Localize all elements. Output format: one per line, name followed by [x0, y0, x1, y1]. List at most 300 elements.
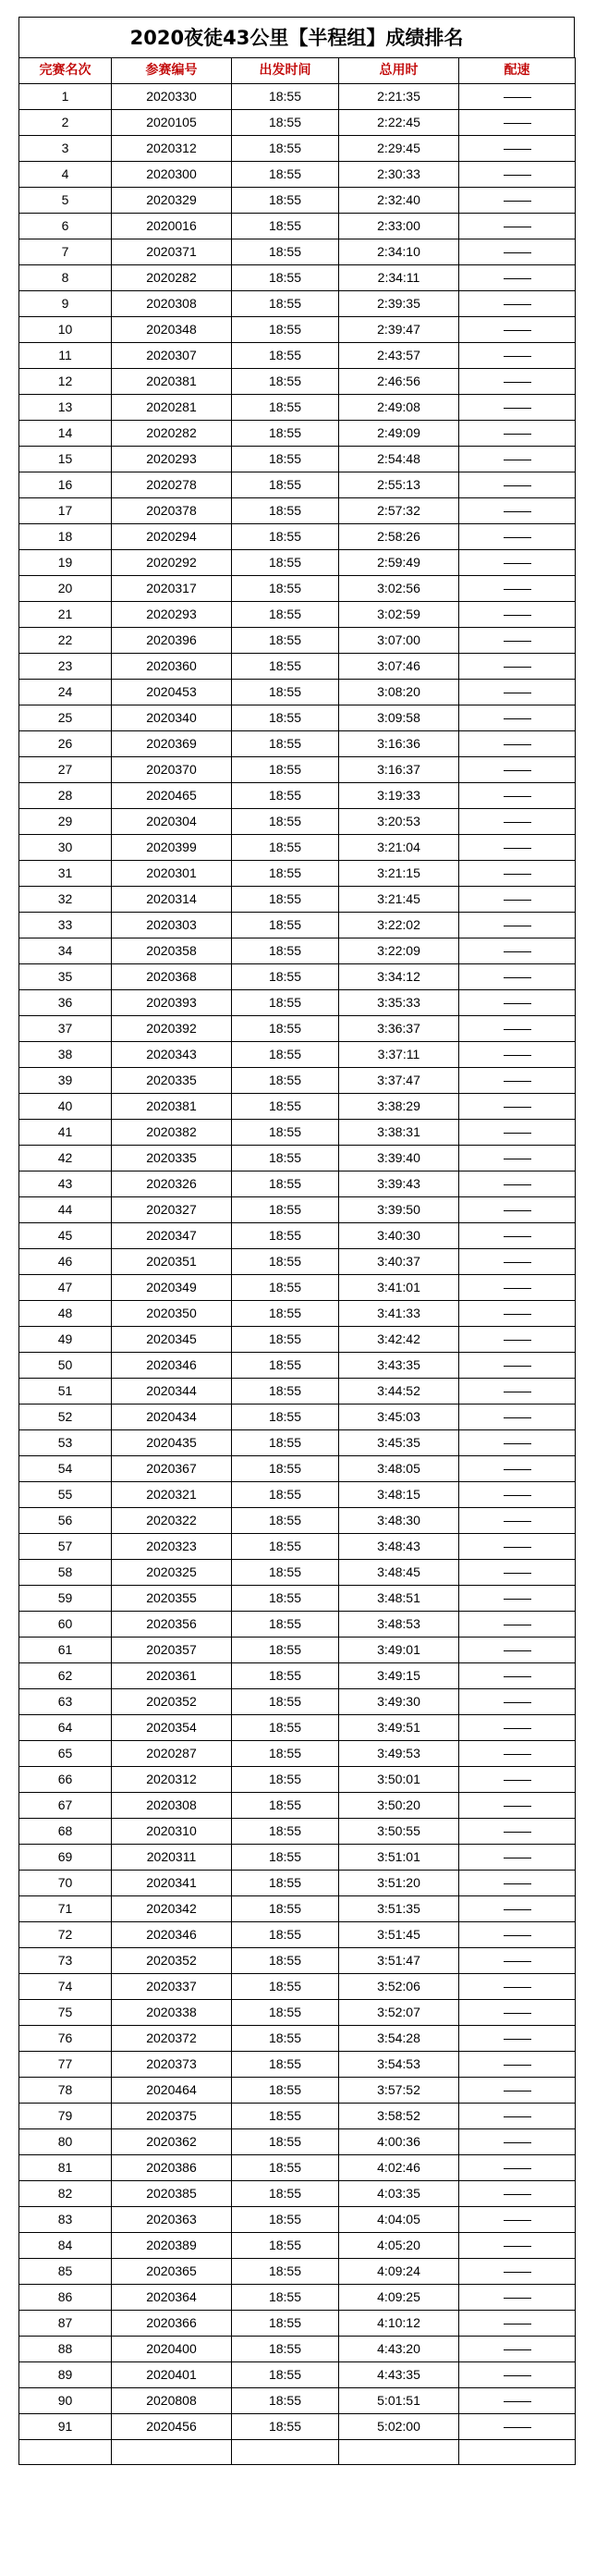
start-time-cell: 18:55 [232, 2285, 339, 2311]
rank-cell: 28 [19, 783, 112, 809]
bib-cell: 2020349 [112, 1275, 232, 1301]
table-row [19, 1612, 576, 1638]
pace-placeholder-dash [504, 434, 531, 435]
pace-cell [459, 1612, 576, 1638]
rank-cell: 58 [19, 1560, 112, 1586]
table-row [19, 291, 576, 317]
pace-placeholder-dash [504, 1133, 531, 1134]
table-row [19, 1534, 576, 1560]
rank-cell: 8 [19, 265, 112, 291]
pace-cell [459, 602, 576, 628]
start-time-cell: 18:55 [232, 1094, 339, 1120]
bib-cell: 2020282 [112, 265, 232, 291]
rank-cell: 52 [19, 1405, 112, 1430]
total-time-cell: 4:43:35 [339, 2362, 459, 2388]
table-row [19, 1974, 576, 2000]
start-time-cell: 18:55 [232, 550, 339, 576]
pace-cell [459, 1922, 576, 1948]
total-time-cell: 3:38:31 [339, 1120, 459, 1146]
bib-cell: 2020308 [112, 1793, 232, 1819]
pace-cell [459, 1560, 576, 1586]
start-time-cell: 18:55 [232, 1120, 339, 1146]
pace-placeholder-dash [504, 744, 531, 745]
bib-cell: 2020312 [112, 1767, 232, 1793]
bib-cell: 2020456 [112, 2414, 232, 2440]
bib-cell: 2020355 [112, 1586, 232, 1612]
pace-placeholder-dash [504, 874, 531, 875]
total-time-cell: 2:39:47 [339, 317, 459, 343]
total-time-cell: 3:40:30 [339, 1223, 459, 1249]
rank-cell: 62 [19, 1663, 112, 1689]
start-time-cell: 18:55 [232, 2337, 339, 2362]
table-row [19, 1896, 576, 1922]
column-header-bib: 参赛编号 [112, 58, 232, 84]
bib-cell: 2020317 [112, 576, 232, 602]
total-time-cell: 3:51:01 [339, 1845, 459, 1871]
pace-cell [459, 2181, 576, 2207]
table-row [19, 1405, 576, 1430]
total-time-cell: 3:48:15 [339, 1482, 459, 1508]
bib-cell: 2020342 [112, 1896, 232, 1922]
table-row [19, 1171, 576, 1197]
rank-cell: 19 [19, 550, 112, 576]
bib-cell: 2020335 [112, 1146, 232, 1171]
rank-cell: 55 [19, 1482, 112, 1508]
bib-cell: 2020385 [112, 2181, 232, 2207]
total-time-cell: 2:22:45 [339, 110, 459, 136]
bib-cell: 2020435 [112, 1430, 232, 1456]
total-time-cell: 3:16:37 [339, 757, 459, 783]
rank-cell: 76 [19, 2026, 112, 2052]
pace-cell [459, 84, 576, 110]
table-row [19, 421, 576, 447]
table-row [19, 1741, 576, 1767]
pace-placeholder-dash [504, 1340, 531, 1341]
table-row [19, 602, 576, 628]
pace-cell [459, 1042, 576, 1068]
pace-cell [459, 1974, 576, 2000]
pace-cell [459, 2362, 576, 2388]
total-time-cell: 3:51:35 [339, 1896, 459, 1922]
total-time-cell: 2:34:10 [339, 239, 459, 265]
rank-cell: 69 [19, 1845, 112, 1871]
pace-cell [459, 447, 576, 472]
table-row [19, 472, 576, 498]
total-time-cell: 3:37:47 [339, 1068, 459, 1094]
rank-cell: 75 [19, 2000, 112, 2026]
total-time-cell: 3:40:37 [339, 1249, 459, 1275]
bib-cell: 2020370 [112, 757, 232, 783]
pace-placeholder-dash [504, 667, 531, 668]
table-row [19, 1146, 576, 1171]
rank-cell: 49 [19, 1327, 112, 1353]
bib-cell: 2020346 [112, 1922, 232, 1948]
total-time-cell: 3:51:20 [339, 1871, 459, 1896]
results-body [19, 84, 576, 2465]
pace-cell [459, 809, 576, 835]
start-time-cell: 18:55 [232, 2207, 339, 2233]
total-time-cell: 2:32:40 [339, 188, 459, 214]
pace-placeholder-dash [504, 278, 531, 279]
pace-placeholder-dash [504, 563, 531, 564]
rank-cell: 50 [19, 1353, 112, 1379]
table-row [19, 705, 576, 731]
total-time-cell: 3:49:01 [339, 1638, 459, 1663]
pace-cell [459, 1793, 576, 1819]
pace-cell [459, 1819, 576, 1845]
table-row [19, 731, 576, 757]
pace-placeholder-dash [504, 149, 531, 150]
pace-cell [459, 1663, 576, 1689]
table-row [19, 1819, 576, 1845]
total-time-cell: 4:43:20 [339, 2337, 459, 2362]
pace-placeholder-dash [504, 1806, 531, 1807]
bib-cell: 2020314 [112, 887, 232, 913]
bib-cell: 2020350 [112, 1301, 232, 1327]
total-time-cell: 4:09:25 [339, 2285, 459, 2311]
bib-cell: 2020335 [112, 1068, 232, 1094]
bib-cell: 2020323 [112, 1534, 232, 1560]
empty-cell [112, 2440, 232, 2465]
table-row [19, 395, 576, 421]
pace-placeholder-dash [504, 1262, 531, 1263]
pace-cell [459, 2129, 576, 2155]
total-time-cell: 3:36:37 [339, 1016, 459, 1042]
pace-cell [459, 1379, 576, 1405]
rank-cell: 46 [19, 1249, 112, 1275]
start-time-cell: 18:55 [232, 990, 339, 1016]
start-time-cell: 18:55 [232, 964, 339, 990]
table-row [19, 2388, 576, 2414]
total-time-cell: 3:48:53 [339, 1612, 459, 1638]
rank-cell: 73 [19, 1948, 112, 1974]
pace-cell [459, 2414, 576, 2440]
pace-cell [459, 576, 576, 602]
pace-placeholder-dash [504, 408, 531, 409]
pace-placeholder-dash [504, 951, 531, 952]
start-time-cell: 18:55 [232, 1197, 339, 1223]
pace-placeholder-dash [504, 2401, 531, 2402]
table-row [19, 2311, 576, 2337]
rank-cell: 32 [19, 887, 112, 913]
start-time-cell: 18:55 [232, 1534, 339, 1560]
start-time-cell: 18:55 [232, 1767, 339, 1793]
table-row [19, 1482, 576, 1508]
bib-cell: 2020308 [112, 291, 232, 317]
table-row [19, 239, 576, 265]
pace-cell [459, 1715, 576, 1741]
pace-cell [459, 524, 576, 550]
total-time-cell: 3:54:53 [339, 2052, 459, 2078]
rank-cell: 70 [19, 1871, 112, 1896]
rank-cell: 42 [19, 1146, 112, 1171]
start-time-cell: 18:55 [232, 421, 339, 447]
total-time-cell: 3:16:36 [339, 731, 459, 757]
pace-cell [459, 2337, 576, 2362]
bib-cell: 2020322 [112, 1508, 232, 1534]
bib-cell: 2020338 [112, 2000, 232, 2026]
pace-cell [459, 628, 576, 654]
pace-cell [459, 2026, 576, 2052]
start-time-cell: 18:55 [232, 1871, 339, 1896]
pace-cell [459, 188, 576, 214]
rank-cell: 6 [19, 214, 112, 239]
table-row [19, 964, 576, 990]
rank-cell: 86 [19, 2285, 112, 2311]
total-time-cell: 4:05:20 [339, 2233, 459, 2259]
rank-cell: 61 [19, 1638, 112, 1663]
rank-cell: 72 [19, 1922, 112, 1948]
rank-cell: 26 [19, 731, 112, 757]
rank-cell: 60 [19, 1612, 112, 1638]
table-row [19, 1508, 576, 1534]
bib-cell: 2020337 [112, 1974, 232, 2000]
start-time-cell: 18:55 [232, 1042, 339, 1068]
table-row [19, 343, 576, 369]
bib-cell: 2020361 [112, 1663, 232, 1689]
total-time-cell: 2:49:08 [339, 395, 459, 421]
rank-cell: 44 [19, 1197, 112, 1223]
start-time-cell: 18:55 [232, 783, 339, 809]
bib-cell: 2020371 [112, 239, 232, 265]
empty-cell [459, 2440, 576, 2465]
rank-cell: 56 [19, 1508, 112, 1534]
table-row [19, 1042, 576, 1068]
bib-cell: 2020307 [112, 343, 232, 369]
start-time-cell: 18:55 [232, 214, 339, 239]
pace-placeholder-dash [504, 304, 531, 305]
start-time-cell: 18:55 [232, 2181, 339, 2207]
start-time-cell: 18:55 [232, 887, 339, 913]
pace-placeholder-dash [504, 1650, 531, 1651]
rank-cell: 68 [19, 1819, 112, 1845]
pace-placeholder-dash [504, 2116, 531, 2117]
table-row [19, 2414, 576, 2440]
table-row [19, 1560, 576, 1586]
start-time-cell: 18:55 [232, 1508, 339, 1534]
pace-cell [459, 1741, 576, 1767]
pace-placeholder-dash [504, 1728, 531, 1729]
start-time-cell: 18:55 [232, 1430, 339, 1456]
bib-cell: 2020300 [112, 162, 232, 188]
pace-placeholder-dash [504, 2349, 531, 2350]
bib-cell: 2020367 [112, 1456, 232, 1482]
start-time-cell: 18:55 [232, 162, 339, 188]
rank-cell: 80 [19, 2129, 112, 2155]
pace-placeholder-dash [504, 1832, 531, 1833]
total-time-cell: 3:54:28 [339, 2026, 459, 2052]
start-time-cell: 18:55 [232, 472, 339, 498]
bib-cell: 2020400 [112, 2337, 232, 2362]
bib-cell: 2020392 [112, 1016, 232, 1042]
pace-cell [459, 783, 576, 809]
table-row [19, 809, 576, 835]
start-time-cell: 18:55 [232, 291, 339, 317]
table-row [19, 2285, 576, 2311]
pace-cell [459, 835, 576, 861]
table-row [19, 162, 576, 188]
bib-cell: 2020311 [112, 1845, 232, 1871]
bib-cell: 2020453 [112, 680, 232, 705]
pace-cell [459, 1896, 576, 1922]
pace-placeholder-dash [504, 1469, 531, 1470]
total-time-cell: 3:41:01 [339, 1275, 459, 1301]
rank-cell: 51 [19, 1379, 112, 1405]
rank-cell: 88 [19, 2337, 112, 2362]
rank-cell: 31 [19, 861, 112, 887]
rank-cell: 64 [19, 1715, 112, 1741]
bib-cell: 2020378 [112, 498, 232, 524]
start-time-cell: 18:55 [232, 498, 339, 524]
total-time-cell: 2:54:48 [339, 447, 459, 472]
total-time-cell: 3:02:56 [339, 576, 459, 602]
table-row [19, 110, 576, 136]
rank-cell: 67 [19, 1793, 112, 1819]
bib-cell: 2020351 [112, 1249, 232, 1275]
table-row [19, 1120, 576, 1146]
total-time-cell: 3:21:45 [339, 887, 459, 913]
table-row [19, 576, 576, 602]
pace-placeholder-dash [504, 770, 531, 771]
bib-cell: 2020293 [112, 602, 232, 628]
table-row [19, 887, 576, 913]
bib-cell: 2020326 [112, 1171, 232, 1197]
start-time-cell: 18:55 [232, 1223, 339, 1249]
start-time-cell: 18:55 [232, 1353, 339, 1379]
start-time-cell: 18:55 [232, 1068, 339, 1094]
rank-cell: 65 [19, 1741, 112, 1767]
start-time-cell: 18:55 [232, 369, 339, 395]
pace-cell [459, 861, 576, 887]
bib-cell: 2020352 [112, 1948, 232, 1974]
start-time-cell: 18:55 [232, 2259, 339, 2285]
pace-cell [459, 705, 576, 731]
table-row [19, 1689, 576, 1715]
pace-cell [459, 2000, 576, 2026]
start-time-cell: 18:55 [232, 317, 339, 343]
start-time-cell: 18:55 [232, 110, 339, 136]
pace-cell [459, 990, 576, 1016]
rank-cell: 45 [19, 1223, 112, 1249]
pace-placeholder-dash [504, 123, 531, 124]
table-row [19, 1353, 576, 1379]
start-time-cell: 18:55 [232, 343, 339, 369]
total-time-cell: 2:30:33 [339, 162, 459, 188]
pace-placeholder-dash [504, 1935, 531, 1936]
pace-placeholder-dash [504, 1288, 531, 1289]
rank-cell: 39 [19, 1068, 112, 1094]
pace-cell [459, 1016, 576, 1042]
table-row [19, 2052, 576, 2078]
bib-cell: 2020808 [112, 2388, 232, 2414]
bib-cell: 2020354 [112, 1715, 232, 1741]
table-row [19, 1016, 576, 1042]
bib-cell: 2020346 [112, 1353, 232, 1379]
bib-cell: 2020330 [112, 84, 232, 110]
table-row [19, 1715, 576, 1741]
rank-cell: 25 [19, 705, 112, 731]
total-time-cell: 3:22:02 [339, 913, 459, 938]
pace-placeholder-dash [504, 1107, 531, 1108]
total-time-cell: 3:48:45 [339, 1560, 459, 1586]
start-time-cell: 18:55 [232, 1327, 339, 1353]
start-time-cell: 18:55 [232, 1146, 339, 1171]
pace-cell [459, 2052, 576, 2078]
bib-cell: 2020303 [112, 913, 232, 938]
bib-cell: 2020282 [112, 421, 232, 447]
total-time-cell: 4:04:05 [339, 2207, 459, 2233]
pace-placeholder-dash [504, 2272, 531, 2273]
pace-cell [459, 1068, 576, 1094]
rank-cell: 83 [19, 2207, 112, 2233]
rank-cell: 66 [19, 1767, 112, 1793]
pace-placeholder-dash [504, 1961, 531, 1962]
pace-cell [459, 421, 576, 447]
total-time-cell: 3:48:05 [339, 1456, 459, 1482]
total-time-cell: 3:39:40 [339, 1146, 459, 1171]
pace-cell [459, 1171, 576, 1197]
total-time-cell: 4:10:12 [339, 2311, 459, 2337]
total-time-cell: 2:49:09 [339, 421, 459, 447]
pace-placeholder-dash [504, 1055, 531, 1056]
rank-cell: 89 [19, 2362, 112, 2388]
pace-cell [459, 2388, 576, 2414]
pace-cell [459, 1456, 576, 1482]
rank-cell: 90 [19, 2388, 112, 2414]
pace-cell [459, 1534, 576, 1560]
table-row [19, 990, 576, 1016]
table-row [19, 783, 576, 809]
pace-cell [459, 1767, 576, 1793]
bib-cell: 2020310 [112, 1819, 232, 1845]
pace-cell [459, 1586, 576, 1612]
table-row [19, 265, 576, 291]
total-time-cell: 3:41:33 [339, 1301, 459, 1327]
pace-cell [459, 239, 576, 265]
rank-cell: 27 [19, 757, 112, 783]
start-time-cell: 18:55 [232, 576, 339, 602]
total-time-cell: 3:39:43 [339, 1171, 459, 1197]
rank-cell: 36 [19, 990, 112, 1016]
pace-cell [459, 162, 576, 188]
total-time-cell: 3:19:33 [339, 783, 459, 809]
bib-cell: 2020396 [112, 628, 232, 654]
total-time-cell: 3:35:33 [339, 990, 459, 1016]
total-time-cell: 3:37:11 [339, 1042, 459, 1068]
rank-cell: 85 [19, 2259, 112, 2285]
pace-placeholder-dash [504, 1314, 531, 1315]
table-row [19, 1638, 576, 1663]
pace-cell [459, 2104, 576, 2129]
table-row [19, 1793, 576, 1819]
pace-placeholder-dash [504, 1029, 531, 1030]
pace-cell [459, 1353, 576, 1379]
pace-placeholder-dash [504, 1495, 531, 1496]
total-time-cell: 3:49:51 [339, 1715, 459, 1741]
start-time-cell: 18:55 [232, 1275, 339, 1301]
start-time-cell: 18:55 [232, 2388, 339, 2414]
column-header-start-time: 出发时间 [232, 58, 339, 84]
start-time-cell: 18:55 [232, 654, 339, 680]
rank-cell: 79 [19, 2104, 112, 2129]
start-time-cell: 18:55 [232, 1456, 339, 1482]
start-time-cell: 18:55 [232, 757, 339, 783]
start-time-cell: 18:55 [232, 84, 339, 110]
bib-cell: 2020434 [112, 1405, 232, 1430]
pace-cell [459, 136, 576, 162]
table-row [19, 757, 576, 783]
table-row [19, 835, 576, 861]
